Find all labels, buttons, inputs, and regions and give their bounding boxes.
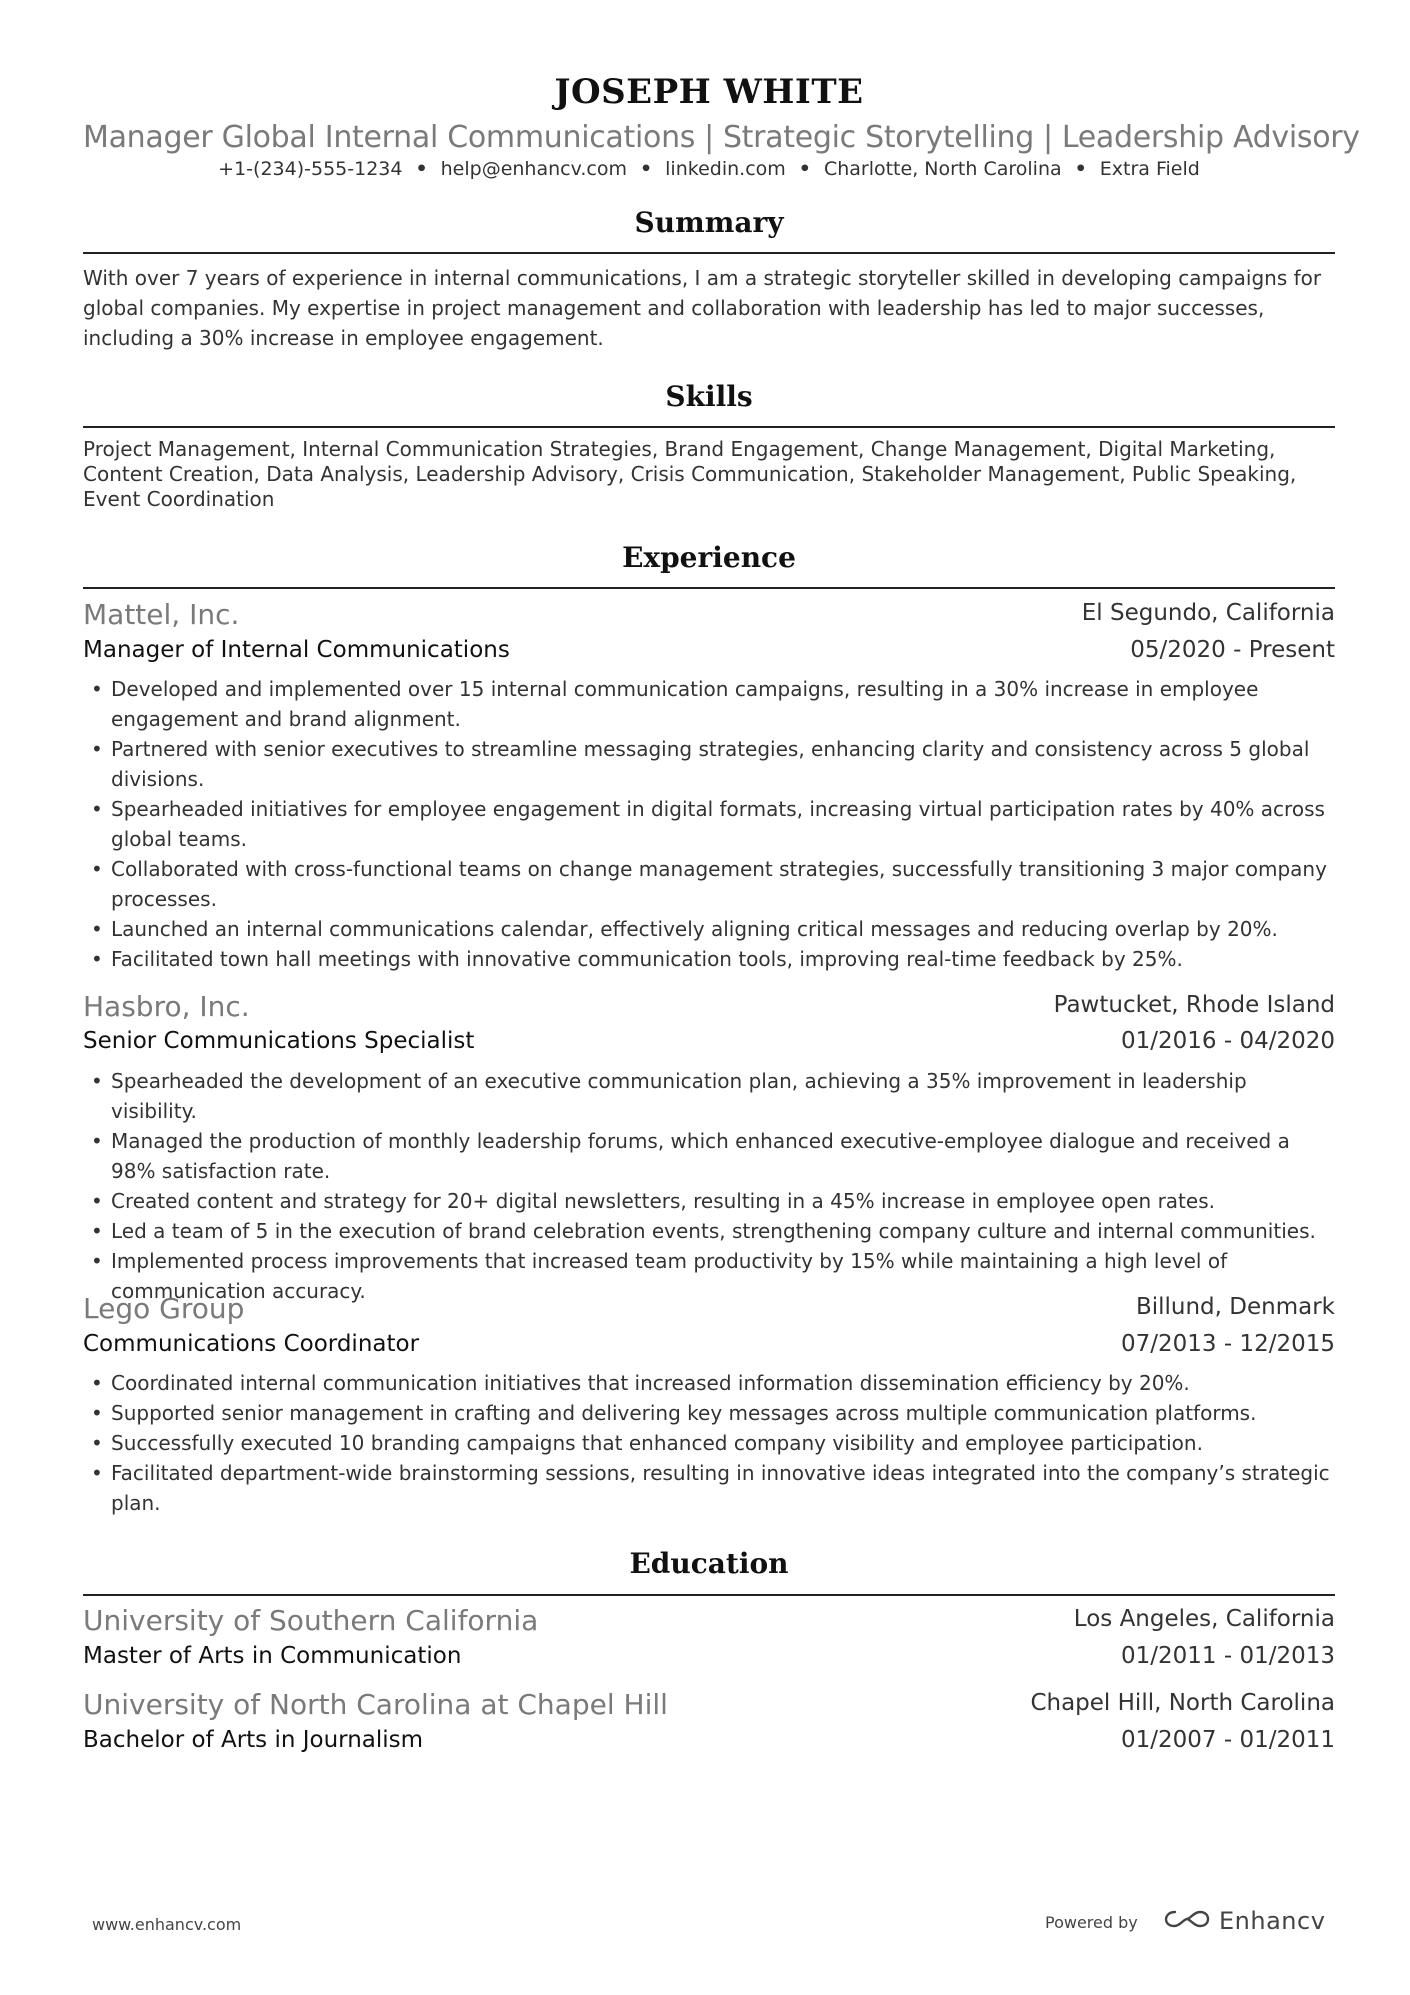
achievement-list: [83, 1368, 1335, 1518]
contact-separator: •: [640, 158, 653, 180]
achievement-item: • Successfully executed 10 branding campaigns that enhanced company visibility and employee participation.: [83, 1428, 1335, 1458]
achievement-item: • Led a team of 5 in the execution of brand celebration events, strengthening company culture and internal communities.: [83, 1216, 1335, 1246]
summary-text: With over 7 years of experience in internal communications, I am a strategic storyteller skilled in developing campaigns for global companies. My expertise in project management and collaboration with leadership has led to major successes, including a 30% increase in employee engagement.: [83, 266, 1322, 350]
education-heading: Education: [629, 1547, 789, 1580]
section-divider: [83, 252, 1335, 254]
education-entry-header: [83, 1688, 1335, 1722]
skills-text: Project Management, Internal Communication Strategies, Brand Engagement, Change Management, Digital Marketing, Content Creation, Data Analysis, Leadership Advisory, Crisis Communication, Stakeholder Management, Public Speaking, Event Coordination: [83, 437, 1297, 511]
job-location: Pawtucket, Rhode Island: [1053, 992, 1335, 1018]
contact-info: [83, 158, 1335, 180]
location: Charlotte, North Carolina: [823, 158, 1062, 180]
experience-heading: Experience: [622, 541, 796, 574]
contact-separator: •: [415, 158, 428, 180]
footer-website-link[interactable]: www.enhancv.com: [92, 1915, 242, 1934]
tagline-separator: |: [704, 120, 714, 155]
achievement-item: • Spearheaded the development of an executive communication plan, achieving a 35% improvement in leadership visibility.: [83, 1066, 1335, 1126]
achievement-list: [83, 1066, 1335, 1306]
achievement-item: • Coordinated internal communication initiatives that increased information dissemination efficiency by 20%.: [83, 1368, 1335, 1398]
company-name: Lego Group: [83, 1292, 245, 1325]
company-name: Mattel, Inc.: [83, 598, 240, 631]
achievement-list: [83, 674, 1335, 974]
summary-heading: Summary: [634, 206, 784, 239]
contact-separator: •: [1074, 158, 1087, 180]
section-divider: [83, 1594, 1335, 1596]
extra-field: Extra Field: [1099, 158, 1200, 180]
tagline-item: Strategic Storytelling: [722, 120, 1035, 155]
achievement-item: • Collaborated with cross-functional teams on change management strategies, successfully transitioning 3 major company processes.: [83, 854, 1335, 914]
enhancv-brand-link[interactable]: [1163, 1904, 1325, 1938]
tagline-item: Manager Global Internal Communications: [83, 120, 696, 155]
school-name: University of Southern California: [83, 1604, 539, 1637]
school-location: Chapel Hill, North Carolina: [1030, 1690, 1335, 1716]
tagline-separator: |: [1043, 120, 1053, 155]
email-link[interactable]: help@enhancv.com: [440, 158, 627, 180]
job-location: Billund, Denmark: [1135, 1294, 1335, 1320]
achievement-item: • Developed and implemented over 15 internal communication campaigns, resulting in a 30% increase in employee engagement and brand alignment.: [83, 674, 1335, 734]
achievement-item: • Launched an internal communications calendar, effectively aligning critical messages and reducing overlap by 20%.: [83, 914, 1335, 944]
section-divider: [83, 587, 1335, 589]
education-entry-header: [83, 1604, 1335, 1638]
achievement-item: • Created content and strategy for 20+ digital newsletters, resulting in a 45% increase in employee open rates.: [83, 1186, 1335, 1216]
experience-entry-header: [83, 990, 1335, 1024]
job-title: Senior Communications Specialist: [83, 1028, 475, 1054]
section-divider: [83, 426, 1335, 428]
school-location: Los Angeles, California: [1073, 1606, 1335, 1632]
job-title: Manager of Internal Communications: [83, 637, 510, 663]
skills-heading: Skills: [665, 380, 753, 413]
job-location: El Segundo, California: [1081, 600, 1335, 626]
school-name: University of North Carolina at Chapel Hill: [83, 1688, 668, 1721]
achievement-item: • Spearheaded initiatives for employee engagement in digital formats, increasing virtual participation rates by 40% across global teams.: [83, 794, 1335, 854]
infinity-logo-icon: [1163, 1907, 1211, 1935]
candidate-name: JOSEPH WHITE: [554, 72, 864, 112]
job-dates: 01/2016 - 04/2020: [1120, 1028, 1335, 1054]
company-name: Hasbro, Inc.: [83, 990, 250, 1023]
achievement-item: • Supported senior management in crafting and delivering key messages across multiple communication platforms.: [83, 1398, 1335, 1428]
education-dates: 01/2011 - 01/2013: [1120, 1643, 1335, 1669]
degree: Master of Arts in Communication: [83, 1643, 462, 1669]
job-dates: 05/2020 - Present: [1130, 637, 1335, 663]
achievement-item: • Implemented process improvements that increased team productivity by 15% while maintaining a high level of communication accuracy.: [83, 1246, 1335, 1306]
achievement-item: • Facilitated department-wide brainstorming sessions, resulting in innovative ideas integrated into the company’s strategic plan.: [83, 1458, 1335, 1518]
phone[interactable]: +1-(234)-555-1234: [218, 158, 403, 180]
contact-separator: •: [798, 158, 811, 180]
brand-name: Enhancv: [1219, 1907, 1326, 1935]
achievement-item: • Facilitated town hall meetings with innovative communication tools, improving real-time feedback by 25%.: [83, 944, 1335, 974]
linkedin-link[interactable]: linkedin.com: [665, 158, 786, 180]
achievement-item: • Partnered with senior executives to streamline messaging strategies, enhancing clarity and consistency across 5 global divisions.: [83, 734, 1335, 794]
achievement-item: • Managed the production of monthly leadership forums, which enhanced executive-employee dialogue and received a 98% satisfaction rate.: [83, 1126, 1335, 1186]
degree: Bachelor of Arts in Journalism: [83, 1727, 424, 1753]
experience-entry-header: [83, 1292, 1335, 1326]
powered-by-label: Powered by: [1045, 1913, 1138, 1932]
tagline-item: Leadership Advisory: [1061, 120, 1360, 155]
education-dates: 01/2007 - 01/2011: [1120, 1727, 1335, 1753]
job-dates: 07/2013 - 12/2015: [1120, 1331, 1335, 1357]
job-title: Communications Coordinator: [83, 1331, 420, 1357]
experience-entry-header: [83, 598, 1335, 632]
headline-tagline: [83, 120, 1360, 155]
